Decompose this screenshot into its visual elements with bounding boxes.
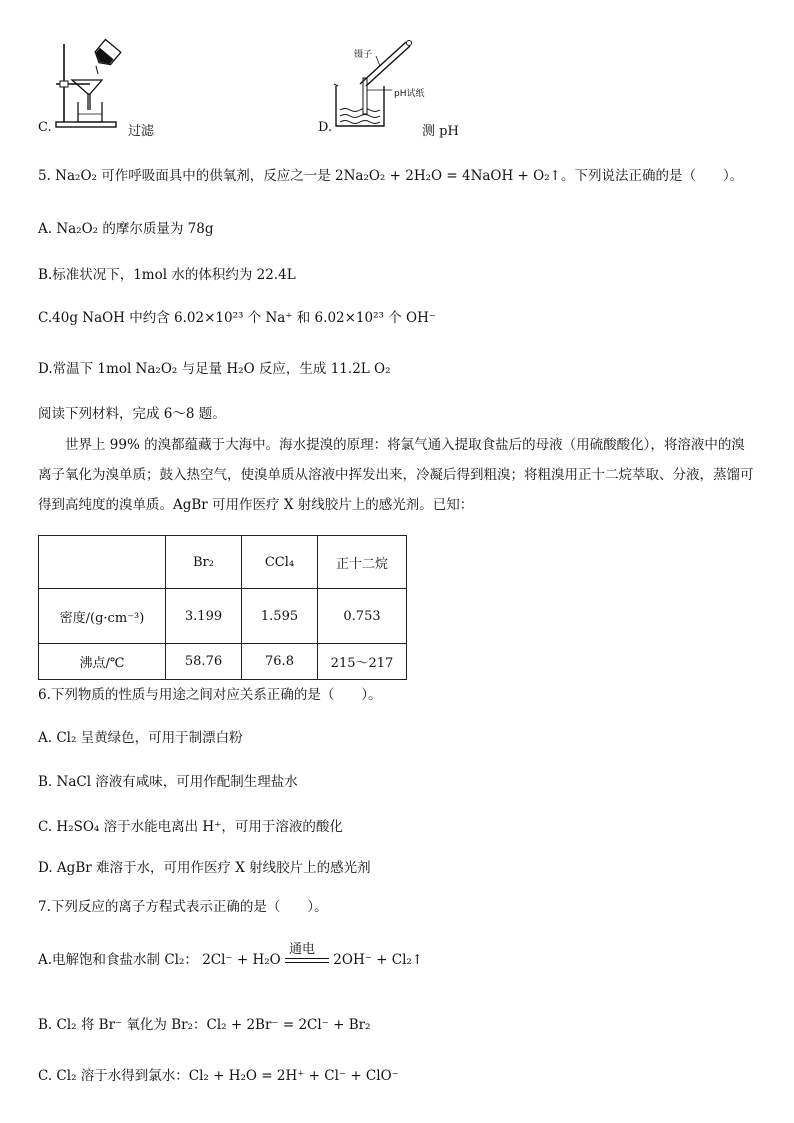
- q7-option-b: B. Cl₂ 将 Br⁻ 氧化为 Br₂：Cl₂ + 2Br⁻ = 2Cl⁻ + Br₂: [38, 1017, 371, 1033]
- table-header-cell: [39, 536, 166, 589]
- table-cell: 沸点/℃: [39, 644, 166, 680]
- table-row: [39, 589, 407, 644]
- properties-table: [38, 535, 407, 680]
- q7-option-c: C. Cl₂ 溶于水得到氯水：Cl₂ + H₂O = 2H⁺ + Cl⁻ + ClO⁻: [38, 1068, 399, 1084]
- q7-a-rhs: 2OH⁻ + Cl₂↑: [333, 952, 424, 968]
- option-d-label: 测 pH: [422, 124, 459, 139]
- q5-option-c: C.40g NaOH 中约含 6.02×10²³ 个 Na⁺ 和 6.02×10²³ 个 OH⁻: [38, 310, 436, 326]
- option-c-letter: C.: [38, 120, 52, 135]
- q5-option-a: A. Na₂O₂ 的摩尔质量为 78g: [38, 221, 214, 237]
- q5-option-d: D.常温下 1mol Na₂O₂ 与足量 H₂O 反应，生成 11.2L O₂: [38, 361, 391, 377]
- table-header-row: [39, 536, 407, 589]
- table-cell: 密度/(g·cm⁻³): [39, 589, 166, 644]
- table-cell: 1.595: [242, 589, 318, 644]
- reading-passage: 世界上 99% 的溴都蕴藏于大海中。海水提溴的原理：将氯气通入提取食盐后的母液（用硫酸酸化），将溶液中的溴离子氧化为溴单质；鼓入热空气，使溴单质从溶液中挥发出来，冷凝后得到粗溴；将粗溴用正十二烷萃取、分液，蒸馏可得到高纯度的溴单质。AgBr 可用作医疗 X 射线胶片上的感光剂。已知：: [38, 437, 754, 513]
- table-cell: 215～217: [318, 644, 407, 680]
- q7-a-lhs: 2Cl⁻ + H₂O: [202, 952, 281, 968]
- table-header-cell: Br₂: [166, 536, 242, 589]
- ph-paper-label: pH试纸: [394, 89, 425, 99]
- q6-option-c: C. H₂SO₄ 溶于水能电离出 H⁺，可用于溶液的酸化: [38, 819, 343, 835]
- electrolysis-condition: 通电: [289, 941, 316, 957]
- q6-option-d: D. AgBr 难溶于水，可用作医疗 X 射线胶片上的感光剂: [38, 860, 371, 876]
- q7-option-a: [38, 941, 424, 968]
- tweezers-label: 镊子: [354, 50, 373, 60]
- table-cell: 0.753: [318, 589, 407, 644]
- table-header-cell: CCl₄: [242, 536, 318, 589]
- electrolysis-arrow: [285, 941, 329, 968]
- q6-option-a: A. Cl₂ 呈黄绿色，可用于制漂白粉: [38, 730, 243, 746]
- option-c-label: 过滤: [128, 124, 155, 139]
- table-cell: 58.76: [166, 644, 242, 680]
- filtration-apparatus-figure: [50, 38, 130, 133]
- reading-intro: 阅读下列材料，完成 6～8 题。: [38, 406, 226, 422]
- q6-option-b: B. NaCl 溶液有咸味，可用作配制生理盐水: [38, 774, 298, 790]
- q7-a-prefix: A.电解饱和食盐水制 Cl₂：: [38, 952, 198, 968]
- table-header-cell: 正十二烷: [318, 536, 407, 589]
- option-d-letter: D.: [318, 120, 333, 135]
- table-cell: 3.199: [166, 589, 242, 644]
- table-cell: 76.8: [242, 644, 318, 680]
- q5-option-b: B.标准状况下，1mol 水的体积约为 22.4L: [38, 267, 296, 283]
- table-row: [39, 644, 407, 680]
- ph-test-apparatus-figure: [330, 38, 420, 130]
- q5-stem: 5. Na₂O₂ 可作呼吸面具中的供氧剂，反应之一是 2Na₂O₂ + 2H₂O = 4NaOH + O₂↑。下列说法正确的是（ ）。: [38, 168, 744, 184]
- q6-stem: 6.下列物质的性质与用途之间对应关系正确的是（ ）。: [38, 687, 382, 703]
- q7-stem: 7.下列反应的离子方程式表示正确的是（ ）。: [38, 899, 328, 915]
